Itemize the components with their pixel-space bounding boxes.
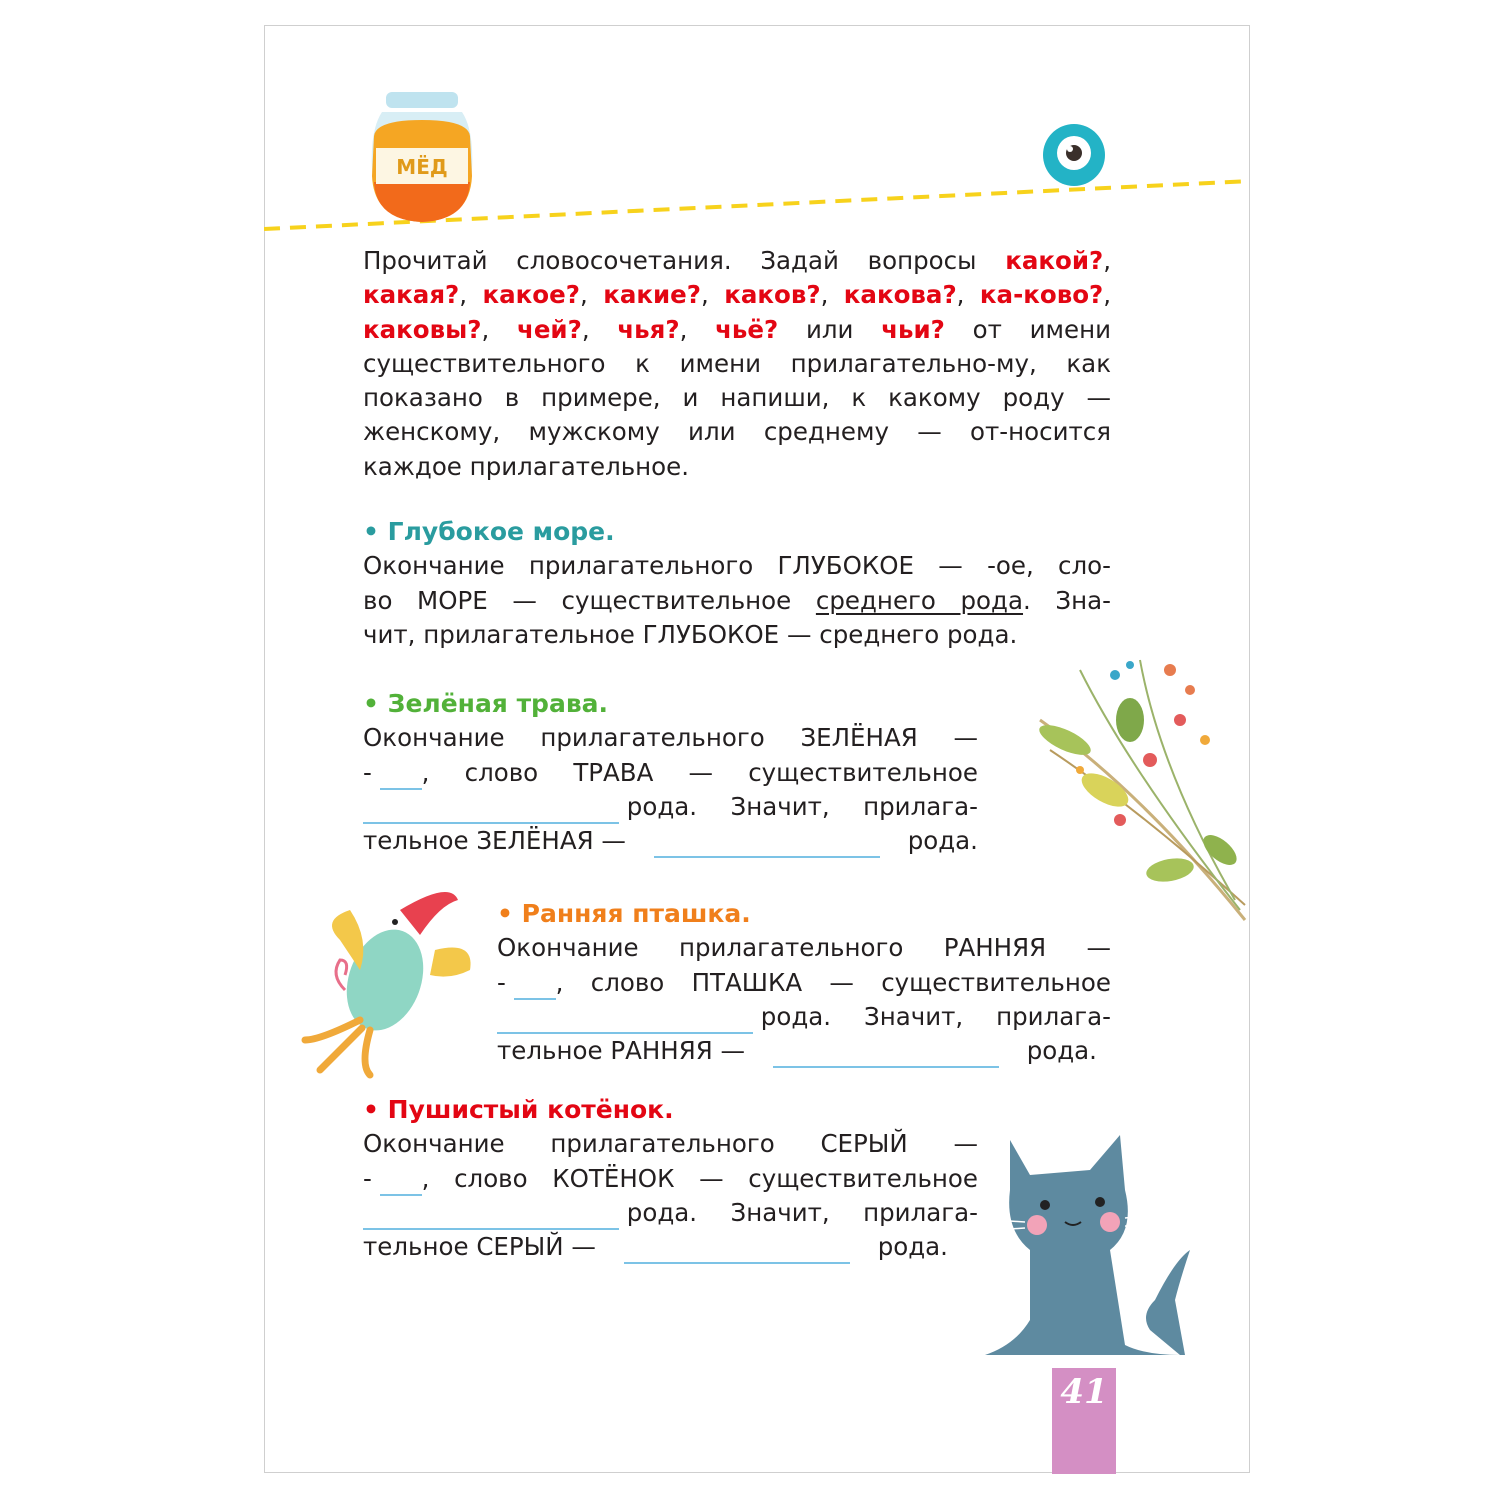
- jar-label: МЁД: [396, 155, 448, 179]
- section-title: • Пушистый котёнок.: [363, 1095, 674, 1124]
- flower-bouquet-illustration: [1020, 650, 1250, 930]
- gender-blank[interactable]: [773, 1038, 999, 1068]
- text-line: чит, прилагательное ГЛУБОКОЕ — среднего рода.: [363, 619, 1018, 649]
- honey-jar-illustration: [368, 90, 476, 226]
- text-line: - , слово ТРАВА — существительное: [363, 756, 978, 790]
- text-line: Окончание прилагательного ЗЕЛЁНАЯ —: [363, 723, 978, 753]
- eye-creature-icon: [1040, 122, 1108, 188]
- cat-illustration: [975, 1130, 1200, 1370]
- text-line: - , слово КОТЁНОК — существительное: [363, 1162, 978, 1196]
- text-line: тельное РАННЯЯ — рода.: [497, 1034, 1097, 1068]
- text-line: тельное ЗЕЛЁНАЯ — рода.: [363, 824, 978, 858]
- parrot-illustration: [300, 880, 480, 1080]
- ending-blank[interactable]: [380, 760, 422, 790]
- section-title: • Зелёная трава.: [363, 689, 609, 718]
- text-line: тельное СЕРЫЙ — рода.: [363, 1230, 948, 1264]
- instructions: Прочитай словосочетания. Задай вопросы какой?, какая?, какое?, какие?, каков?, какова?, ка-ково?, каковы?, чей?, чья?, чьё? или чьи? от имени существительного к имени прилагательно-му, как показано в примере, и напиши, к какому роду — женскому, мужскому или среднему — от-носится каждое прилагательное.: [363, 246, 1112, 481]
- gender-blank[interactable]: [654, 828, 880, 858]
- ending-blank[interactable]: [380, 1166, 422, 1196]
- section-title: • Ранняя пташка.: [497, 899, 751, 928]
- text-line: рода. Значит, прилага-: [363, 1196, 978, 1230]
- text-line: Окончание прилагательного РАННЯЯ —: [497, 933, 1111, 963]
- text-line: рода. Значит, прилага-: [497, 1000, 1111, 1034]
- text-line: Окончание прилагательного ГЛУБОКОЕ — -ое, сло-: [363, 551, 1111, 581]
- text-line: во МОРЕ — существительное среднего рода. Зна-: [363, 585, 1112, 615]
- example-section-1: [363, 515, 1111, 652]
- ending-blank[interactable]: [514, 970, 556, 1000]
- gender-blank[interactable]: [363, 1200, 619, 1230]
- text-line: Окончание прилагательного СЕРЫЙ —: [363, 1129, 978, 1159]
- section-title: • Глубокое море.: [363, 517, 615, 546]
- exercise-section-3: [497, 897, 1111, 1068]
- text-line: - , слово ПТАШКА — существительное: [497, 966, 1111, 1000]
- gender-blank[interactable]: [497, 1004, 753, 1034]
- page-number: 41: [1060, 1372, 1108, 1412]
- exercise-section-4: [363, 1093, 978, 1264]
- gender-blank[interactable]: [363, 794, 619, 824]
- exercise-section-2: [363, 687, 978, 858]
- text-line: рода. Значит, прилага-: [363, 790, 978, 824]
- gender-blank[interactable]: [624, 1234, 850, 1264]
